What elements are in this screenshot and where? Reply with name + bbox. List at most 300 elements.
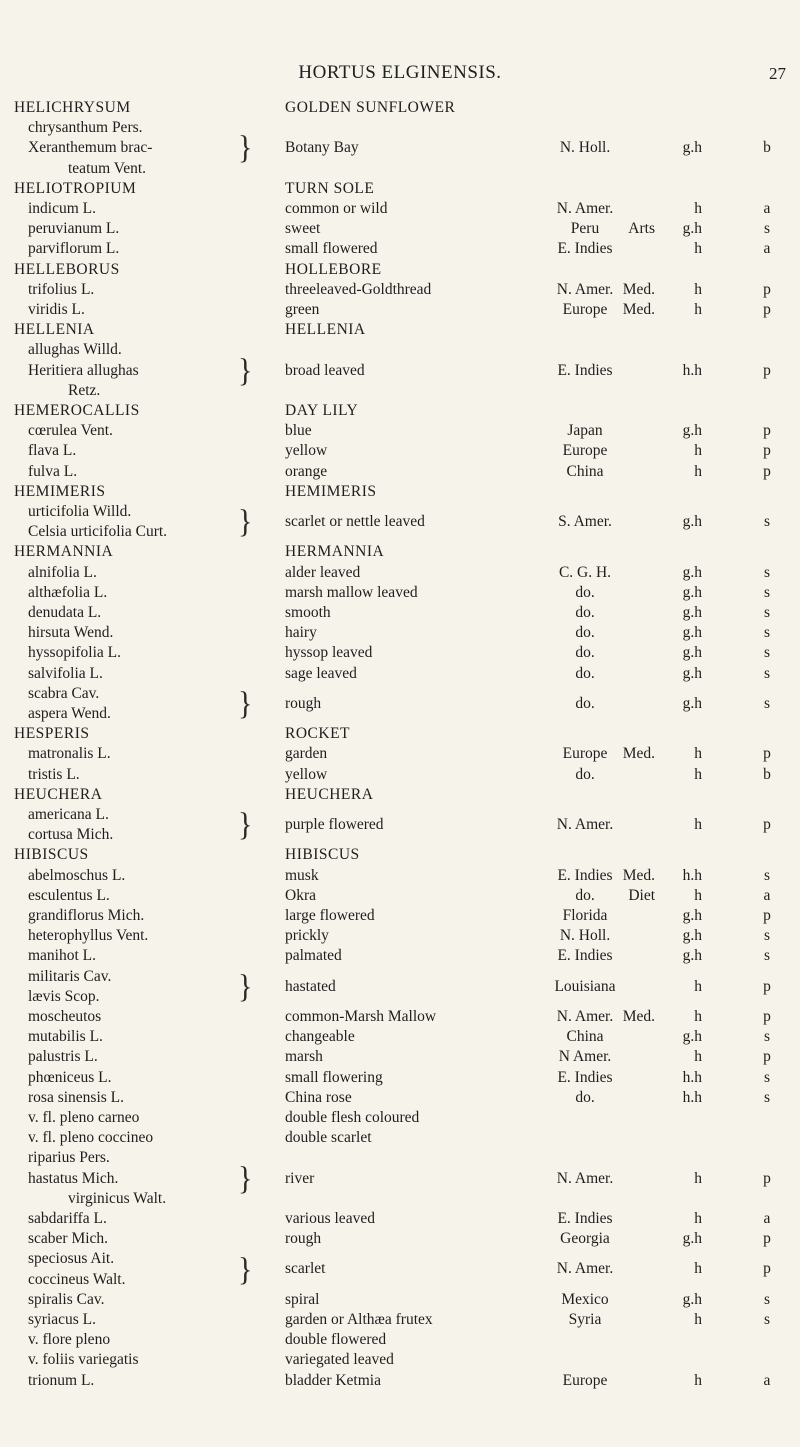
species-country: do.	[575, 886, 595, 904]
species-latin: matronalis L.	[28, 745, 111, 763]
species-house: g.h	[682, 907, 702, 924]
synonym-line: cortusa Mich.	[28, 826, 114, 844]
genus-heading	[0, 785, 800, 805]
brace-mark: }	[238, 1159, 253, 1197]
species-house: h	[694, 1371, 702, 1389]
species-duration: p	[763, 1169, 771, 1187]
species-row	[0, 300, 800, 320]
species-latin: abelmoschus L.	[28, 866, 126, 884]
species-latin: manihot L.	[28, 947, 97, 965]
species-row	[0, 1068, 800, 1088]
species-english: double scarlet	[285, 1129, 372, 1147]
species-latin: parviflorum L.	[28, 240, 120, 258]
species-house: g.h	[682, 604, 702, 621]
species-house: h	[694, 1311, 702, 1328]
species-house: h	[694, 442, 702, 460]
species-country: N. Amer.	[556, 1169, 614, 1187]
page-header	[0, 62, 800, 86]
species-country: do.	[575, 765, 595, 783]
species-house: g.h	[682, 947, 702, 965]
species-country: C. G. H.	[558, 563, 612, 581]
brace-mark: }	[238, 1250, 253, 1288]
genus-latin: HESPERIS	[14, 725, 90, 743]
species-house: h	[694, 1260, 702, 1278]
species-country: N. Amer.	[556, 1008, 614, 1025]
species-english: large flowered	[285, 907, 375, 924]
species-country: Georgia	[560, 1230, 610, 1248]
species-english: yellow	[285, 765, 328, 783]
species-english: threeleaved-Goldthread	[285, 280, 432, 298]
species-house: g.h	[682, 422, 702, 440]
species-latin: indicum L.	[28, 200, 97, 217]
brace-mark: }	[238, 968, 253, 1005]
species-latin: grandiflorus Mich.	[28, 907, 145, 924]
species-latin: hyssopifolia L.	[28, 644, 121, 662]
species-duration: s	[763, 947, 771, 965]
species-house: g.h	[682, 583, 702, 601]
species-latin: flava L.	[28, 442, 77, 460]
species-latin: v. fl. pleno coccineo	[28, 1129, 154, 1147]
species-country: do.	[575, 664, 595, 682]
species-row	[0, 866, 800, 886]
species-house: g.h	[682, 1290, 702, 1308]
species-country: do.	[575, 604, 595, 621]
species-duration: p	[763, 1048, 771, 1066]
species-country: E. Indies	[557, 947, 613, 965]
species-row	[0, 1128, 800, 1148]
species-house: g.h	[682, 644, 702, 662]
species-row	[0, 946, 800, 966]
species-house: g.h	[682, 1028, 702, 1046]
species-row	[0, 1330, 800, 1350]
species-country: E. Indies	[557, 866, 613, 884]
species-house: g.h	[682, 624, 702, 642]
species-duration: p	[763, 1260, 771, 1278]
species-english: hastated	[285, 977, 336, 995]
species-use: Arts	[628, 220, 655, 238]
species-row	[0, 684, 800, 724]
species-english: garden or Althæa frutex	[285, 1311, 433, 1328]
synonym-line: militaris Cav.	[28, 967, 112, 985]
synonym-line: Heritiera allughas	[28, 361, 139, 379]
synonym-line: coccineus Walt.	[28, 1270, 126, 1288]
species-duration: s	[763, 664, 771, 682]
species-house: g.h	[682, 220, 702, 238]
genus-latin: HELLENIA	[14, 321, 95, 339]
species-row	[0, 1371, 800, 1391]
species-row	[0, 1310, 800, 1330]
brace-mark: }	[238, 351, 253, 389]
genus-heading	[0, 260, 800, 280]
species-row	[0, 502, 800, 542]
species-english: musk	[285, 866, 319, 884]
genus-latin: HIBISCUS	[14, 846, 89, 864]
species-row	[0, 664, 800, 684]
species-duration: p	[763, 462, 771, 480]
genus-english: HEMIMERIS	[285, 482, 377, 500]
species-latin: v. fl. pleno carneo	[28, 1109, 140, 1126]
species-duration: a	[763, 1210, 771, 1227]
species-house: h	[694, 765, 702, 783]
species-duration: s	[763, 624, 771, 642]
species-row	[0, 623, 800, 643]
genus-heading	[0, 98, 800, 118]
species-country: Florida	[562, 907, 608, 924]
species-latin: esculentus L.	[28, 886, 110, 904]
species-duration: s	[763, 1088, 771, 1106]
species-duration: p	[763, 745, 771, 763]
synonym-line: Celsia urticifolia Curt.	[28, 523, 168, 541]
synonym-line: urticifolia Willd.	[28, 503, 132, 520]
species-latin: tristis L.	[28, 765, 80, 783]
synonym-line: Xeranthemum brac-	[28, 139, 153, 157]
species-latin: palustris L.	[28, 1048, 98, 1066]
synonym-line: aspera Wend.	[28, 705, 111, 722]
species-country: Europe	[562, 442, 608, 460]
species-country: E. Indies	[557, 1210, 613, 1227]
species-house: h	[694, 816, 702, 834]
synonym-line: lævis Scop.	[28, 987, 100, 1005]
species-country: Europe	[562, 301, 608, 318]
species-english: rough	[285, 1230, 322, 1248]
species-house: h	[694, 1169, 702, 1187]
species-english: prickly	[285, 927, 329, 945]
species-latin: viridis L.	[28, 301, 85, 318]
species-row	[0, 1350, 800, 1370]
species-duration: p	[763, 1230, 771, 1248]
species-country: N. Amer.	[556, 200, 614, 217]
species-english: hyssop leaved	[285, 644, 373, 662]
species-country: S. Amer.	[558, 513, 612, 531]
species-latin: phœniceus L.	[28, 1068, 112, 1086]
genus-english: HOLLEBORE	[285, 260, 382, 278]
species-english: scarlet or nettle leaved	[285, 513, 425, 531]
species-latin: v. foliis variegatis	[28, 1351, 139, 1369]
species-house: h	[694, 1210, 702, 1227]
species-latin: cœrulea Vent.	[28, 422, 113, 440]
genus-heading	[0, 845, 800, 865]
species-house: g.h	[682, 664, 702, 682]
species-latin: hirsuta Wend.	[28, 624, 114, 642]
species-row	[0, 280, 800, 300]
species-country: Mexico	[561, 1290, 609, 1308]
species-english: hairy	[285, 624, 317, 642]
species-row	[0, 1290, 800, 1310]
species-duration: a	[763, 240, 771, 258]
genus-english: HIBISCUS	[285, 846, 360, 864]
species-duration: s	[763, 1068, 771, 1086]
species-english: small flowered	[285, 240, 378, 258]
species-duration: p	[763, 442, 771, 460]
species-row	[0, 1088, 800, 1108]
species-house: g.h	[682, 927, 702, 945]
genus-latin: HELICHRYSUM	[14, 99, 131, 116]
genus-heading	[0, 542, 800, 562]
species-country: N. Holl.	[559, 139, 611, 157]
brace-mark: }	[238, 129, 253, 167]
species-row	[0, 219, 800, 239]
species-row	[0, 421, 800, 441]
species-english: common or wild	[285, 200, 388, 217]
species-house: h	[694, 301, 702, 318]
species-country: Syria	[568, 1311, 602, 1328]
species-row	[0, 1047, 800, 1067]
species-duration: s	[763, 583, 771, 601]
species-house: h	[694, 280, 702, 298]
species-house: h	[694, 977, 702, 995]
species-duration: b	[763, 765, 771, 783]
species-country: E. Indies	[557, 361, 613, 379]
species-latin: heterophyllus Vent.	[28, 927, 149, 945]
species-latin: mutabilis L.	[28, 1028, 103, 1046]
species-country: E. Indies	[557, 1068, 613, 1086]
species-house: h	[694, 1048, 702, 1066]
genus-english: GOLDEN SUNFLOWER	[285, 99, 456, 116]
brace-mark: }	[238, 503, 253, 540]
species-row	[0, 603, 800, 623]
species-english: various leaved	[285, 1210, 375, 1227]
species-use: Med.	[622, 1008, 655, 1025]
species-latin: v. flore pleno	[28, 1331, 111, 1349]
species-latin: rosa sinensis L.	[28, 1088, 125, 1106]
species-english: variegated leaved	[285, 1351, 394, 1369]
species-country: do.	[575, 1088, 595, 1106]
species-country: do.	[575, 624, 595, 642]
species-country: do.	[575, 583, 595, 601]
species-duration: s	[763, 604, 771, 621]
species-use: Med.	[622, 866, 655, 884]
species-row	[0, 563, 800, 583]
species-row	[0, 1108, 800, 1128]
species-house: g.h	[682, 513, 702, 531]
species-duration: s	[763, 1311, 771, 1328]
species-row	[0, 462, 800, 482]
species-duration: p	[763, 280, 771, 298]
species-country: do.	[575, 644, 595, 662]
species-house: h.h	[682, 866, 702, 884]
species-duration: a	[763, 886, 771, 904]
page-number: 27	[769, 64, 786, 83]
species-english: common-Marsh Mallow	[285, 1008, 437, 1025]
species-duration: p	[763, 422, 771, 440]
species-row	[0, 239, 800, 259]
species-row	[0, 1229, 800, 1249]
synonym-line: riparius Pers.	[28, 1149, 110, 1167]
species-country: do.	[575, 694, 595, 712]
species-english: Okra	[285, 886, 316, 904]
species-country: Japan	[567, 422, 603, 440]
species-english: sage leaved	[285, 664, 357, 682]
species-row	[0, 805, 800, 845]
species-english: broad leaved	[285, 361, 365, 379]
genus-heading	[0, 724, 800, 744]
species-duration: p	[763, 816, 771, 834]
species-english: blue	[285, 422, 312, 440]
species-latin: syriacus L.	[28, 1311, 97, 1328]
species-row	[0, 744, 800, 764]
species-english: changeable	[285, 1028, 355, 1046]
species-house: h	[694, 745, 702, 763]
genus-heading	[0, 401, 800, 421]
running-title: HORTUS ELGINENSIS.	[298, 62, 502, 83]
species-house: h	[694, 462, 702, 480]
species-english: sweet	[285, 220, 321, 238]
species-house: g.h	[682, 1230, 702, 1248]
species-house: h	[694, 200, 702, 217]
species-country: Peru	[570, 220, 600, 238]
species-latin: trifolius L.	[28, 280, 95, 298]
genus-latin: HERMANNIA	[14, 543, 114, 561]
species-row	[0, 340, 800, 401]
species-duration: p	[763, 907, 771, 924]
species-latin: denudata L.	[28, 604, 102, 621]
synonym-line: chrysanthum Pers.	[28, 119, 143, 137]
species-duration: a	[763, 200, 771, 217]
species-country: Europe	[562, 1371, 608, 1389]
species-english: alder leaved	[285, 563, 361, 581]
genus-english: ROCKET	[285, 725, 350, 743]
species-row	[0, 1007, 800, 1027]
genus-latin: HELLEBORUS	[14, 260, 120, 278]
species-english: scarlet	[285, 1260, 326, 1278]
genus-english: HEUCHERA	[285, 785, 374, 803]
genus-heading	[0, 179, 800, 199]
synonym-line: hastatus Mich.	[28, 1169, 119, 1187]
species-english: smooth	[285, 604, 331, 621]
species-country: N. Amer.	[556, 280, 614, 298]
species-english: double flowered	[285, 1331, 387, 1349]
synonym-line: teatum Vent.	[68, 159, 147, 177]
species-english: orange	[285, 462, 328, 480]
species-duration: b	[763, 139, 771, 157]
species-house: g.h	[682, 694, 702, 712]
species-house: g.h	[682, 563, 702, 581]
species-english: green	[285, 301, 320, 318]
species-row	[0, 926, 800, 946]
brace-mark: }	[238, 806, 253, 843]
species-use: Diet	[628, 886, 655, 904]
species-country: China	[566, 462, 604, 480]
genus-english: HELLENIA	[285, 321, 366, 339]
brace-mark: }	[238, 685, 253, 722]
genus-latin: HELIOTROPIUM	[14, 179, 137, 197]
species-duration: s	[763, 694, 771, 712]
species-country: N. Amer.	[556, 816, 614, 834]
genus-latin: HEUCHERA	[14, 785, 103, 803]
species-row	[0, 441, 800, 461]
species-house: h	[694, 1008, 702, 1025]
species-row	[0, 1249, 800, 1289]
genus-heading	[0, 320, 800, 340]
species-duration: s	[763, 866, 771, 884]
species-row	[0, 967, 800, 1007]
species-duration: p	[763, 1008, 771, 1025]
species-english: river	[285, 1169, 315, 1187]
species-country: Europe	[562, 745, 608, 763]
species-english: purple flowered	[285, 816, 384, 834]
species-duration: p	[763, 301, 771, 318]
species-latin: alnifolia L.	[28, 563, 97, 581]
genus-english: TURN SOLE	[285, 179, 375, 197]
species-latin: trionum L.	[28, 1371, 95, 1389]
species-english: bladder Ketmia	[285, 1371, 381, 1389]
species-house: h	[694, 240, 702, 258]
genus-english: HERMANNIA	[285, 543, 385, 561]
species-latin: scaber Mich.	[28, 1230, 109, 1248]
synonym-line: virginicus Walt.	[68, 1189, 167, 1207]
synonym-line: americana L.	[28, 806, 109, 823]
species-country: E. Indies	[557, 240, 613, 258]
species-row	[0, 643, 800, 663]
species-country: N. Holl.	[559, 927, 611, 945]
species-english: spiral	[285, 1290, 320, 1308]
species-house: g.h	[682, 139, 702, 157]
species-latin: moscheutos	[28, 1008, 102, 1025]
species-country: Louisiana	[554, 977, 616, 995]
species-english: small flowering	[285, 1068, 383, 1086]
synonym-line: scabra Cav.	[28, 684, 100, 702]
species-house: h.h	[682, 1088, 702, 1106]
species-latin: sabdariffa L.	[28, 1210, 107, 1227]
species-duration: s	[763, 513, 771, 531]
species-english: palmated	[285, 947, 342, 965]
species-english: yellow	[285, 442, 328, 460]
species-duration: s	[763, 927, 771, 945]
species-english: marsh mallow leaved	[285, 583, 418, 601]
species-latin: spiralis Cav.	[28, 1290, 105, 1308]
species-row	[0, 886, 800, 906]
species-english: garden	[285, 745, 328, 763]
species-english: rough	[285, 694, 322, 712]
species-country: China	[566, 1028, 604, 1046]
species-duration: s	[763, 1290, 771, 1308]
species-duration: s	[763, 1028, 771, 1046]
species-house: h.h	[682, 1068, 702, 1086]
species-english: double flesh coloured	[285, 1109, 420, 1126]
synonym-line: speciosus Ait.	[28, 1250, 115, 1268]
species-country: N. Amer.	[556, 1260, 614, 1278]
genus-latin: HEMIMERIS	[14, 482, 106, 500]
species-row	[0, 1209, 800, 1229]
synonym-line: Retz.	[68, 381, 101, 399]
species-latin: peruvianum L.	[28, 220, 120, 238]
species-duration: p	[763, 361, 771, 379]
species-row	[0, 199, 800, 219]
genus-heading	[0, 482, 800, 502]
species-duration: s	[763, 220, 771, 238]
species-row	[0, 118, 800, 179]
species-row	[0, 765, 800, 785]
species-duration: a	[763, 1371, 771, 1389]
species-duration: s	[763, 563, 771, 581]
species-row	[0, 1027, 800, 1047]
species-use: Med.	[622, 280, 655, 298]
species-english: China rose	[285, 1088, 352, 1106]
species-english: marsh	[285, 1048, 323, 1066]
species-latin: fulva L.	[28, 462, 78, 480]
species-english: Botany Bay	[285, 139, 359, 157]
genus-english: DAY LILY	[285, 402, 359, 419]
species-house: h.h	[682, 361, 702, 379]
species-house: h	[694, 886, 702, 904]
genus-latin: HEMEROCALLIS	[14, 402, 140, 419]
species-latin: salvifolia L.	[28, 664, 103, 682]
species-row	[0, 583, 800, 603]
species-use: Med.	[622, 301, 655, 318]
species-country: N Amer.	[558, 1048, 612, 1066]
species-row	[0, 906, 800, 926]
species-latin: althæfolia L.	[28, 583, 108, 601]
